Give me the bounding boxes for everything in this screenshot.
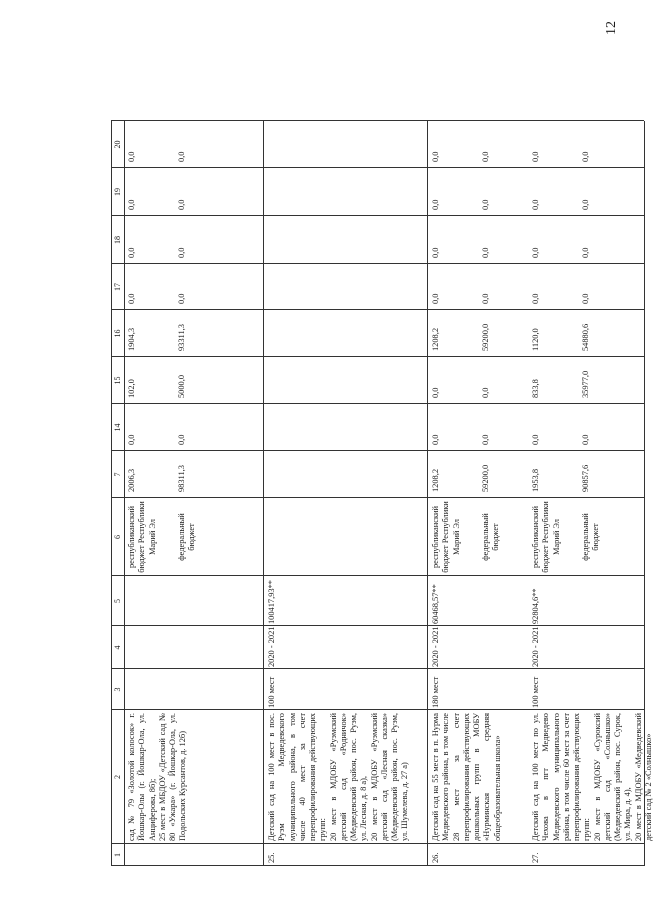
row-number: 27.: [531, 852, 540, 863]
column-divider: [111, 167, 644, 168]
value-c20: 0,0: [481, 151, 490, 162]
row-period: 2020 - 2021: [431, 626, 440, 667]
column-divider: [111, 865, 644, 866]
row-total: 92804,6**: [531, 588, 540, 624]
column-number: 15: [113, 376, 122, 385]
column-divider: [111, 668, 644, 669]
value-c20: 0,0: [431, 151, 440, 162]
value-c16: 1120,0: [531, 328, 540, 351]
column-divider: [111, 575, 644, 576]
column-number: 19: [113, 188, 122, 196]
value-c14: 0,0: [581, 434, 590, 445]
column-number: 17: [113, 283, 122, 291]
column-divider: [111, 215, 644, 216]
value-c17: 0,0: [431, 293, 440, 304]
value-c7: 1208,2: [431, 468, 440, 492]
column-number: 1: [113, 853, 122, 857]
value-c19: 0,0: [531, 199, 540, 210]
value-c20: 0,0: [127, 151, 136, 162]
column-divider: [111, 709, 644, 710]
value-c7: 59200,0: [481, 464, 490, 492]
row-total: 100417,93**: [267, 580, 276, 624]
value-c15: 35977,0: [581, 370, 590, 398]
value-c17: 0,0: [177, 293, 186, 304]
funding-source-name: федеральный бюджет: [581, 513, 601, 561]
value-c18: 0,0: [177, 247, 186, 258]
value-c7: 1953,8: [531, 468, 540, 492]
funding-source-name: федеральный бюджет: [177, 513, 197, 561]
value-c14: 0,0: [531, 434, 540, 445]
value-c16: 1904,3: [127, 327, 136, 351]
column-number: 3: [113, 687, 122, 692]
row-divider: [111, 121, 112, 866]
value-c20: 0,0: [531, 151, 540, 162]
row-divider: [644, 121, 645, 866]
value-c14: 0,0: [431, 434, 440, 445]
row-description: Детский сад на 100 мест по ул. Чехова в пгт Медведево Медведевского муниципального района, в том числе 60 мест за счет перепрофилирования действующих групп: 20 мест в МДОБУ «Суроксий детский сад «Солнышко» (Медведевский район, пос. Сурок, ул. Мира, д. 4), 20 мест в МДОБУ «Медведевский детский сад № 2 «Солнышко»: [531, 713, 653, 841]
value-c17: 0,0: [127, 293, 136, 304]
value-c18: 0,0: [581, 247, 590, 258]
value-c19: 0,0: [127, 199, 136, 210]
value-c7: 98311,3: [177, 465, 186, 492]
funding-source-name: республиканский бюджет Республики Марий Эл: [431, 501, 461, 573]
value-c15: 833,8: [531, 379, 540, 398]
row-number: 26.: [431, 852, 440, 863]
funding-source-name: республиканский бюджет Республики Марий Эл: [127, 501, 157, 573]
value-c18: 0,0: [127, 247, 136, 258]
value-c16: 93311,3: [177, 324, 186, 351]
value-c14: 0,0: [127, 434, 136, 445]
column-number: 4: [113, 645, 122, 650]
column-divider: [111, 356, 644, 357]
value-c15: 5000,0: [177, 374, 186, 398]
column-number: 5: [113, 599, 122, 603]
row-divider: [124, 121, 125, 866]
value-c17: 0,0: [581, 293, 590, 304]
value-c16: 59200,0: [481, 323, 490, 351]
column-divider: [111, 263, 644, 264]
column-divider: [111, 843, 644, 844]
row-divider: [263, 121, 264, 866]
value-c7: 2006,3: [127, 468, 136, 492]
value-c15: 0,0: [481, 387, 490, 398]
row-divider: [427, 121, 428, 866]
value-c19: 0,0: [581, 199, 590, 210]
row-capacity: 180 мест: [431, 676, 440, 708]
column-number: 18: [113, 236, 122, 244]
value-c16: 54880,6: [581, 323, 590, 351]
value-c18: 0,0: [481, 247, 490, 258]
value-c19: 0,0: [177, 199, 186, 210]
row-capacity: 100 мест: [267, 676, 276, 708]
column-divider: [111, 625, 644, 626]
row-description: Детский сад на 100 мест в пос. Руэм Медведевского муниципального района, в том числе 40 мест за счет перепрофилирования действующих групп: 20 мест в МДОБУ «Руэмский детский сад «Родничок» (Медведевский район, пос. Руэм, ул. Лесная, д. 8 а), 20 мест в МДОБУ «Руэмский детский сад «Лесная сказка» (Медведевский район, пос. Руэм, ул. Шумелева, д. 27 а): [267, 713, 410, 841]
column-divider: [111, 497, 644, 498]
funding-source-name: республиканский бюджет Республики Марий Эл: [531, 501, 561, 573]
column-number: 6: [113, 535, 122, 539]
row-total: 60468,57**: [431, 584, 440, 624]
row-period: 2020 - 2021: [531, 626, 540, 667]
value-c14: 0,0: [177, 434, 186, 445]
value-c20: 0,0: [177, 151, 186, 162]
column-number: 2: [113, 775, 122, 779]
value-c14: 0,0: [481, 434, 490, 445]
column-number: 20: [113, 140, 122, 149]
column-number: 16: [113, 329, 122, 338]
value-c20: 0,0: [581, 151, 590, 162]
value-c18: 0,0: [431, 247, 440, 258]
row-period: 2020 - 2021: [267, 626, 276, 667]
row-capacity: 100 мест: [531, 676, 540, 708]
value-c19: 0,0: [481, 199, 490, 210]
column-number: 7: [113, 472, 122, 477]
value-c17: 0,0: [531, 293, 540, 304]
funding-source-name: федеральный бюджет: [481, 513, 501, 561]
value-c15: 102,0: [127, 379, 136, 398]
column-divider: [111, 309, 644, 310]
column-number: 14: [113, 423, 122, 432]
row-description: сад № 79 «Золотой колосок» г. Йошкар-Олы (г. Йошкар-Ола, ул. Анциферова, 8б); 25 мест в МБДОУ «Детский сад № 80 «Ужара» (г. Йошкар-Ола, ул. Подольских Курсантов, д. 12б): [127, 713, 188, 841]
value-c7: 90857,6: [581, 464, 590, 492]
column-divider: [111, 120, 644, 121]
budget-table: [111, 106, 653, 866]
column-divider: [111, 403, 644, 404]
value-c16: 1208,2: [431, 327, 440, 351]
value-c15: 0,0: [431, 387, 440, 398]
page-number: 12: [604, 21, 619, 35]
row-number: 25.: [267, 852, 276, 863]
value-c17: 0,0: [481, 293, 490, 304]
column-divider: [111, 450, 644, 451]
value-c19: 0,0: [431, 199, 440, 210]
row-description: Детский сад на 55 мест в п. Нурма Медведевского района, в том числе 28 мест за счет перепрофилирования действующих дошкольных групп в МОБУ «Нурминская средняя общеобразовательная школа»: [431, 713, 502, 841]
value-c18: 0,0: [531, 247, 540, 258]
